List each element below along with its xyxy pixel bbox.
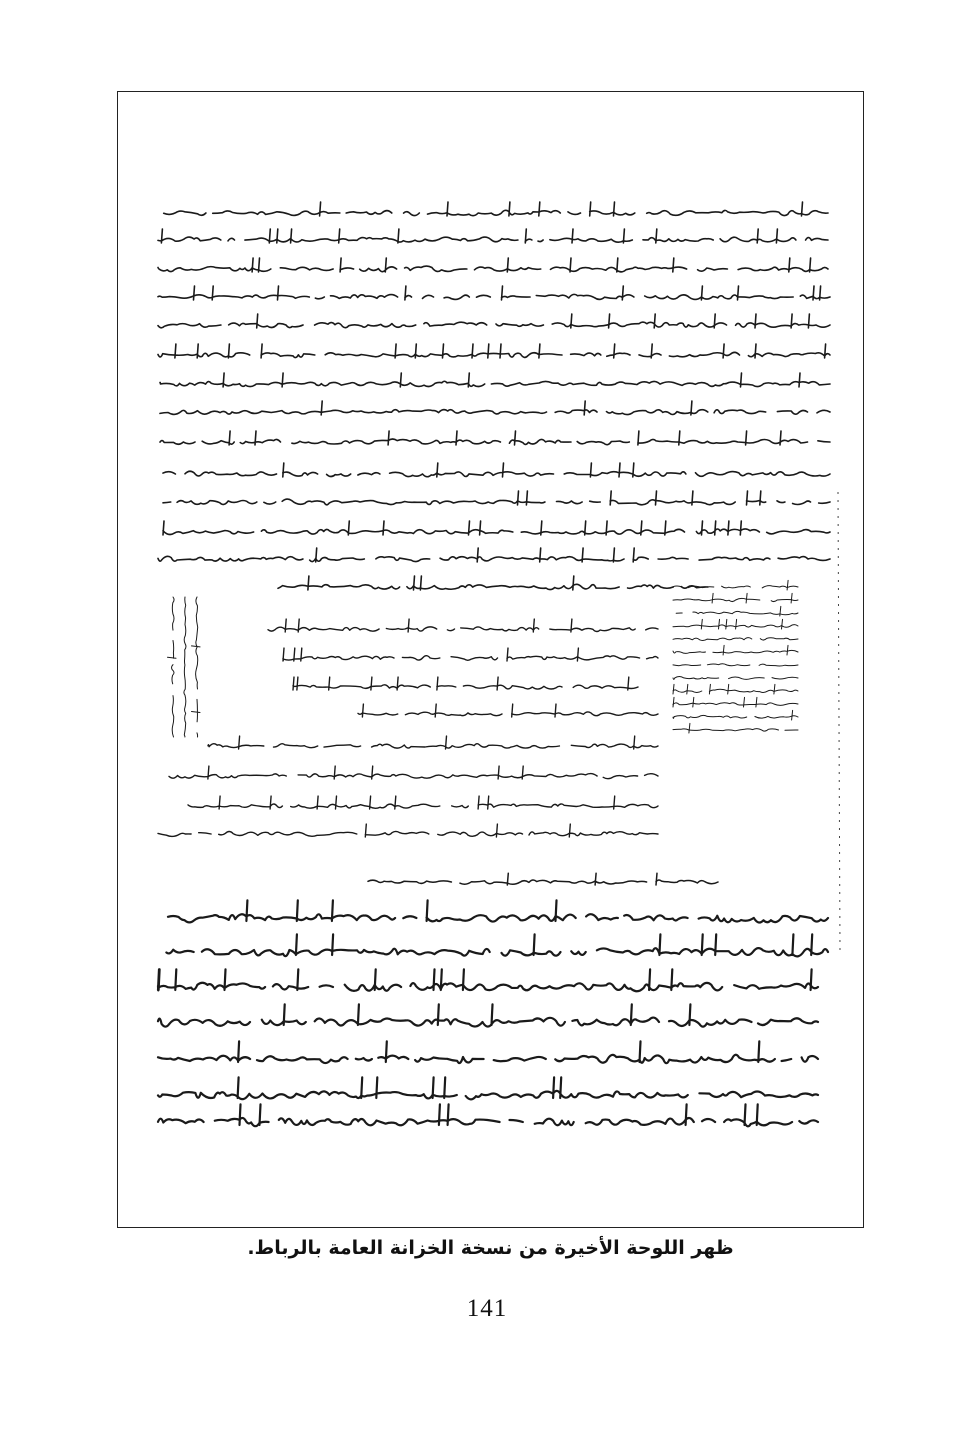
- manuscript-line: [158, 229, 828, 243]
- later-note-line: [158, 934, 828, 956]
- manuscript-line: [158, 314, 830, 328]
- margin-dotted-line: [838, 492, 840, 952]
- margin-note-line: [669, 606, 798, 616]
- margin-note-line: [673, 723, 798, 733]
- margin-note-line: [168, 597, 177, 737]
- later-note-line: [158, 969, 818, 991]
- colophon-line: [293, 677, 638, 690]
- colophon-line: [157, 766, 658, 779]
- page-number: 141: [466, 1295, 508, 1322]
- manuscript-line: [278, 576, 708, 590]
- margin-note-line: [673, 619, 798, 629]
- later-note-line: [158, 1104, 818, 1126]
- later-note-line: [368, 873, 718, 885]
- colophon-line: [283, 648, 658, 661]
- margin-note-line: [673, 638, 798, 641]
- manuscript-line: [163, 463, 830, 477]
- manuscript-handwriting: [118, 92, 865, 1229]
- later-note-line: [168, 900, 828, 922]
- colophon-line: [260, 619, 658, 632]
- manuscript-line: [158, 286, 830, 300]
- margin-note-line: [192, 597, 201, 737]
- later-note-line: [158, 1077, 818, 1099]
- manuscript-line: [160, 373, 830, 387]
- margin-note-line: [673, 593, 798, 603]
- manuscript-line: [160, 431, 830, 445]
- margin-note-line: [673, 684, 798, 694]
- later-note-line: [158, 1004, 818, 1026]
- colophon-line: [208, 736, 658, 749]
- colophon-line: [358, 704, 658, 717]
- later-note-line: [158, 1041, 818, 1063]
- margin-note-line: [673, 677, 798, 680]
- margin-note-line: [184, 597, 186, 737]
- manuscript-line: [160, 401, 830, 415]
- manuscript-line: [155, 202, 828, 216]
- colophon-line: [188, 796, 658, 809]
- manuscript-plate: [117, 91, 864, 1228]
- manuscript-line: [158, 344, 830, 358]
- margin-note-line: [673, 697, 798, 707]
- manuscript-line: [158, 548, 830, 562]
- margin-note-line: [673, 664, 798, 666]
- margin-note-line: [673, 710, 798, 720]
- margin-note-line: [673, 645, 798, 655]
- figure-caption: ظهر اللوحة الأخيرة من نسخة الخزانة العامة بالرباط.: [247, 1237, 734, 1259]
- manuscript-line: [163, 521, 830, 535]
- colophon-line: [158, 824, 658, 837]
- manuscript-line: [158, 258, 828, 272]
- manuscript-line: [163, 491, 830, 505]
